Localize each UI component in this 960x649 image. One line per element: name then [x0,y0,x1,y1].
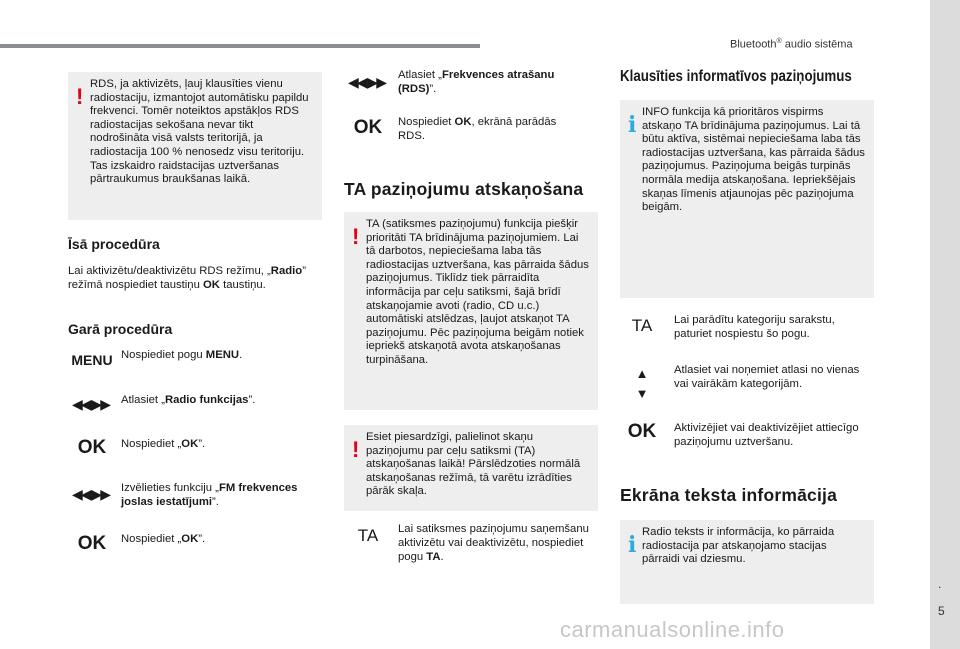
step-text: Nospiediet „OK”. [121,438,206,450]
left-right-arrows-icon: ◀◀ ▶▶ [348,74,385,90]
ok-button-icon: OK [77,437,107,458]
page-dot: . [938,577,942,591]
header-bar [0,44,480,48]
page-edge-tab [930,0,960,649]
ok-button-icon: OK [77,533,107,554]
rds-warning-box [68,72,322,220]
left-right-arrows-icon: ◀◀ ▶▶ [72,396,109,412]
warning-icon: ! [352,224,360,249]
rds-select-step: Atlasiet „Frekvences atrašanu (RDS)”. [398,69,555,95]
info-icon: i [628,532,637,558]
category-select-step: Atlasiet vai noņemiet atlasi no vienas vai vairākām kategorijām. [674,364,860,390]
step-text: Nospiediet „OK”. [121,533,206,545]
info-toggle-step: Aktivizējiet vai deaktivizējiet attiecīgo paziņojumu uztveršanu. [674,422,859,448]
section-title: Bluetooth® audio sistēma [730,38,853,51]
page-number: 5 [938,604,945,618]
info-section-title: Klausīties informatīvos paziņojumus [620,68,852,85]
volume-warning-text: Esiet piesardzīgi, palielinot skaņu paziņojumu par ceļu satiksmi (TA) atskaņošanas laikā! Pārslēdzoties normālā atskaņošanas režīmā, tā varētu izrādīties pārāk skaļa. [366,431,581,498]
ok-button-icon: OK [627,421,657,442]
warning-icon: ! [352,437,360,462]
step-text: Izvēlieties funkciju „FM frekvences joslas iestatījumi”. [121,482,298,508]
screen-text-title: Ekrāna teksta informācija [620,485,838,505]
ta-button-icon: TA [631,316,653,335]
ok-button-icon: OK [353,117,383,138]
short-procedure-title: Īsā procedūra [68,236,160,252]
radio-text-box [620,520,874,604]
short-procedure-text: Lai aktivizētu/deaktivizētu RDS režīmu, „Radio” režīmā nospiediet taustiņu OK taustiņu. [68,265,306,291]
ta-toggle-step: Lai satiksmes paziņojumu saņemšanu aktivizētu vai deaktivizētu, nospiediet pogu TA. [398,523,589,563]
up-down-arrows-icon: ▲ ▼ [635,366,649,401]
left-right-arrows-icon: ◀◀ ▶▶ [72,486,109,502]
warning-icon: ! [76,84,84,109]
step-text: Atlasiet „Radio funkcijas”. [121,394,256,406]
rds-ok-step: Nospiediet OK, ekrānā parādās RDS. [398,116,557,142]
ta-button-icon: TA [357,526,379,545]
ta-section-title: TA paziņojumu atskaņošana [344,179,584,199]
category-list-step: Lai parādītu kategoriju sarakstu, paturiet nospiestu šo pogu. [674,314,835,340]
rds-warning-text: RDS, ja aktivizēts, ļauj klausīties vienu radiostaciju, izmantojot automātisku papildu frekvenci. Tomēr noteiktos apstākļos RDS radiostacijas sekošana nevar tikt nodrošināta visā valsts teritorijā, ja radiostacija 100 % nenosedz visu teritoriju. Tas izskaidro raidstacijas uztveršanas pārtraukumus braukšanas laikā. [90,78,309,186]
info-icon: i [628,112,637,138]
ta-warning-text: TA (satiksmes paziņojumu) funkcija piešķir prioritāti TA brīdinājuma paziņojumiem. Lai tā darbotos, nepieciešama laba tās radiostacijas uztveršana, kas pārraida šādus paziņojumus. Tiklīdz tiek pārraidīta informācija par ceļu satiksmi, šajā brīdī atskaņojamie avoti (radio, CD u.c.) automātiski atslēdzas, ļaujot atskaņot TA paziņojumu. Pēc paziņojuma beigām notiek iepriekš atskaņotā avota atskaņošanas turpināšana. [366,218,589,366]
info-box-text: INFO funkcija kā prioritāros vispirms atskaņo TA brīdinājuma paziņojumus. Lai tā būtu aktīva, sistēmai nepieciešama laba tās radiostacijas uztveršana, kas pārraida šādus paziņojumus. Paziņojuma beigās turpinās normāla medija atskaņošana. Iepriekšējais skaņas līmenis atjaunojas pēc paziņojuma beigām. [642,106,865,214]
menu-button-icon: MENU [71,352,113,368]
ta-warning-box [344,212,598,410]
step-text: Nospiediet pogu MENU. [121,349,243,361]
volume-warning-box [344,425,598,511]
radio-text-box-text: Radio teksts ir informācija, ko pārraida radiostacija par atskaņojamo stacijas pārraidi vai dziesmu. [642,526,835,566]
info-box [620,100,874,298]
long-procedure-title: Garā procedūra [68,321,173,337]
watermark: carmanualsonline.info [560,617,785,642]
